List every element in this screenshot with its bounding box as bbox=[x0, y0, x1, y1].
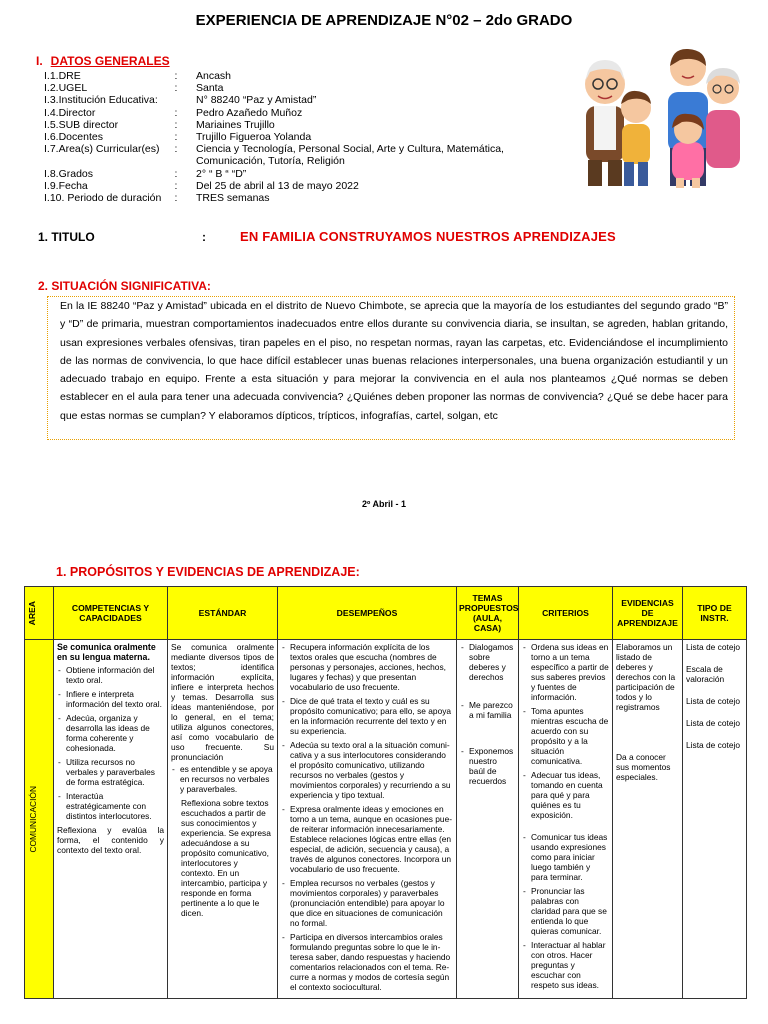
header-instrumentos: TIPO DE INSTR. bbox=[683, 587, 747, 640]
section-numeral: I. bbox=[36, 54, 43, 68]
desempenos-cell bbox=[278, 640, 457, 999]
estandar-intro: Se comunica oralmente mediante diversos tipos de textos; identifica información explícita, infiere e interpreta hechos y temas. Desarrolla sus ideas manteniéndose, por lo general, en el tema; utiliza algunos conectores, así como vocabulario de uso frecuente. Su pronunciación bbox=[171, 642, 274, 762]
header-area-label: AREA bbox=[27, 600, 37, 626]
datos-row bbox=[44, 131, 546, 143]
capacidad-item: - Interactúa estratégicamente con distintos interlocutores. bbox=[66, 791, 164, 821]
propositos-table bbox=[24, 586, 747, 999]
evidencia-item: Elaboramos un listado de deberes y derechos con la participación de todos y lo registramos bbox=[616, 642, 676, 712]
capacidad-item: - Utiliza recursos no verbales y paraverbales de forma estratégica. bbox=[66, 757, 164, 787]
datos-colon bbox=[156, 94, 196, 106]
criterio-item: - Interactuar al hablar con otros. Hacer preguntas y escuchar con respeto sus ideas. bbox=[531, 940, 609, 990]
instrumento-item: Lista de cotejo bbox=[686, 740, 741, 750]
header-desempenos: DESEMPEÑOS bbox=[278, 587, 457, 640]
datos-value: Del 25 de abril al 13 de mayo 2022 bbox=[196, 179, 359, 192]
datos-colon: : bbox=[174, 118, 178, 131]
desempeno-item: - Expresa oralmente ideas y emociones en torno a un tema, aunque en ocasiones pue-de reiterar información innecesariamente. Establece relaciones lógicas entre ellas (en especial, de adición, secuencia y causa), a través de algunos conectores. Incorpora un vocabulario de uso frecuente. bbox=[290, 804, 453, 874]
instrumento-item: Lista de cotejo bbox=[686, 718, 741, 728]
datos-row bbox=[44, 94, 546, 106]
datos-colon: : bbox=[174, 179, 178, 192]
datos-row bbox=[44, 143, 546, 167]
datos-key: I.7.Area(s) Curricular(es) bbox=[44, 143, 160, 156]
criterio-item: - Pronunciar las palabras con claridad para que se entienda lo que quieras comunicar. bbox=[531, 886, 609, 936]
criterio-item: - Ordena sus ideas en torno a un tema específico a partir de sus saberes previos y fuentes de información. bbox=[531, 642, 609, 702]
date-label: 2º Abril - 1 bbox=[362, 499, 406, 509]
situacion-heading: 2. SITUACIÓN SIGNIFICATIVA: bbox=[38, 279, 211, 293]
tema-item: - Me parezco a mi familia bbox=[469, 700, 515, 720]
tema-item: - Dialogamos sobre deberes y derechos bbox=[469, 642, 515, 682]
titulo-value: EN FAMILIA CONSTRUYAMOS NUESTROS APRENDIZAJES bbox=[240, 229, 616, 244]
capacidad-final: Reflexiona y evalúa la forma, el contenido y contexto del texto oral. bbox=[57, 825, 164, 855]
family-illustration bbox=[572, 44, 750, 190]
desempeno-item: - Adecúa su texto oral a la situación comuni-cativa y a sus interlocutores considerando el propósito comunicativo, utilizando recursos no verbales (gestos y movimientos corporales) y recurriendo a su experiencia y tipo textual. bbox=[290, 740, 453, 800]
datos-value: Trujillo Figueroa Yolanda bbox=[196, 131, 312, 144]
header-temas: TEMAS PROPUESTOS (AULA, CASA) bbox=[457, 587, 519, 640]
datos-value: Ancash bbox=[196, 70, 232, 82]
datos-row bbox=[44, 192, 546, 204]
datos-key: I.1.DRE bbox=[44, 70, 81, 82]
desempeno-item: - Dice de qué trata el texto y cuál es su propósito comunicativo; para ello, se apoya en la información recurrente del texto y en su experiencia. bbox=[290, 696, 453, 736]
datos-row bbox=[44, 168, 546, 180]
estandar-rest: Reflexiona sobre textos escuchados a partir de sus conocimientos y experiencia. Se expresa adecuándose a su propósito comunicativo, interlocutores y contexto. En un intercambio, participa y responde en forma pertinente a lo que le dicen. bbox=[181, 798, 271, 918]
datos-colon: : bbox=[174, 106, 178, 119]
datos-key: I.6.Docentes bbox=[44, 131, 103, 144]
criterio-item: - Adecuar tus ideas, tomando en cuenta para qué y para quiénes es tu exposición. bbox=[531, 770, 609, 820]
datos-value: Santa bbox=[196, 82, 224, 95]
section-title: DATOS GENERALES bbox=[50, 54, 170, 68]
datos-value: N° 88240 “Paz y Amistad” bbox=[196, 94, 317, 107]
temas-cell bbox=[457, 640, 519, 999]
criterios-list bbox=[522, 642, 609, 990]
datos-colon: : bbox=[174, 192, 178, 205]
propositos-heading: 1. PROPÓSITOS Y EVIDENCIAS DE APRENDIZAJE: bbox=[56, 565, 360, 579]
competencias-cell bbox=[54, 640, 168, 999]
datos-colon: : bbox=[174, 143, 178, 156]
datos-key: I.8.Grados bbox=[44, 167, 94, 180]
criterios-cell bbox=[519, 640, 613, 999]
header-area bbox=[25, 587, 54, 640]
capacidad-item: - Infiere e interpreta información del texto oral. bbox=[66, 689, 164, 709]
instrumento-item: Escala de valoración bbox=[686, 664, 725, 684]
situacion-text: En la IE 88240 “Paz y Amistad” ubicada en el distrito de Nuevo Chimbote, se aprecia que la mayoría de los estudiantes del segundo grado “B” y “D” de primaria, muestran comportamientos inadecuados entre ellos durante su convivencia diaria, se insultan, se agreden, hablan gritando, usan expresiones verbales ofensivas, tiran papeles en el piso, no respetan normas, rayan las carpetas, etc. Evidenciándose el incumplimiento de las normas de convivencia, lo que hace difícil establecer unas buenas relaciones interpersonales, una buena organización estudiantil y un adecuado trabajo en equipo. Frente a esta situación y para mejorar la convivencia en el aula nos planteamos ¿Qué normas se deben establecer en el aula para tener una adecuada convivencia? ¿Quiénes deben proponer las normas de convivencia? ¿Qué se debe hacer para que estas normas se cumplan? Y elaboramos dípticos, trípticos, infografías, cartel, solgan, etc bbox=[60, 300, 728, 422]
evidencia-item: Da a conocer sus momentos especiales. bbox=[616, 752, 671, 782]
datos-value: Pedro Azañedo Muñoz bbox=[196, 106, 303, 119]
datos-row bbox=[44, 82, 546, 94]
tema-item: - Exponemos nuestro baúl de recuerdos bbox=[469, 746, 515, 786]
datos-row bbox=[44, 180, 546, 192]
titulo-colon: : bbox=[202, 230, 206, 244]
estandar-item: - es entendible y se apoya en recursos no verbales y paraverbales. bbox=[180, 764, 274, 794]
datos-key: I.4.Director bbox=[44, 106, 96, 119]
estandar-cell bbox=[168, 640, 278, 999]
datos-key: I.9.Fecha bbox=[44, 179, 88, 192]
datos-generales-list bbox=[44, 70, 546, 204]
evidencias-cell bbox=[613, 640, 683, 999]
competencia-title: Se comunica oralmente en su lengua materna. bbox=[57, 642, 156, 662]
datos-colon: : bbox=[174, 70, 178, 82]
desempeno-item: - Participa en diversos intercambios orales formulando preguntas sobre lo que le in-teresa saber, dando respuestas y haciendo comentarios relacionados con el tema. Re-curre a normas y modos de cortesía según el contexto sociocultural. bbox=[290, 932, 453, 992]
datos-value: Mariaines Trujillo bbox=[196, 118, 275, 131]
grandma-figure bbox=[706, 68, 740, 168]
boy-figure bbox=[621, 91, 651, 186]
document-title: EXPERIENCIA DE APRENDIZAJE N°02 – 2do GRADO bbox=[195, 12, 573, 29]
desempenos-list bbox=[281, 642, 453, 992]
estandar-list bbox=[171, 764, 274, 794]
header-competencias: COMPETENCIAS Y CAPACIDADES bbox=[54, 587, 168, 640]
capacidades-list bbox=[57, 665, 164, 821]
header-estandar: ESTÁNDAR bbox=[168, 587, 278, 640]
datos-colon: : bbox=[174, 82, 178, 95]
area-cell bbox=[25, 640, 54, 999]
desempeno-item: - Emplea recursos no verbales (gestos y movimientos corporales) y paraverbales (pronunciación entendible) para apoyar lo que dice en situaciones de comunicación no formal. bbox=[290, 878, 453, 928]
temas-list bbox=[460, 642, 515, 786]
datos-value: 2° “ B “ “D” bbox=[196, 167, 247, 180]
datos-colon: : bbox=[174, 131, 178, 144]
datos-row bbox=[44, 70, 546, 82]
capacidad-item: - Adecúa, organiza y desarrolla las ideas de forma coherente y cohesionada. bbox=[66, 713, 164, 753]
header-criterios: CRITERIOS bbox=[519, 587, 613, 640]
datos-generales-heading bbox=[36, 54, 170, 68]
girl-figure bbox=[672, 114, 704, 188]
datos-key: I.10. Periodo de duración bbox=[44, 192, 162, 205]
capacidad-item: - Obtiene información del texto oral. bbox=[66, 665, 164, 685]
instrumentos-cell bbox=[683, 640, 747, 999]
datos-key: I.2.UGEL bbox=[44, 82, 88, 95]
situacion-box bbox=[47, 296, 735, 440]
datos-row bbox=[44, 107, 546, 119]
datos-value: TRES semanas bbox=[196, 192, 270, 205]
table-header-row bbox=[25, 587, 747, 640]
datos-colon: : bbox=[174, 167, 178, 180]
instrumento-item: Lista de cotejo bbox=[686, 696, 741, 706]
criterio-item: - Toma apuntes mientras escucha de acuerdo con su propósito y a la situación comunicativa. bbox=[531, 706, 609, 766]
area-label: COMUNICACIÓN bbox=[28, 785, 38, 853]
criterio-item: - Comunicar tus ideas usando expresiones como para iniciar luego también y para terminar. bbox=[531, 832, 609, 882]
titulo-label: 1. TITULO bbox=[38, 230, 95, 244]
header-evidencias: EVIDENCIAS DE APRENDIZAJE bbox=[613, 587, 683, 640]
datos-value: Ciencia y Tecnología, Personal Social, Arte y Cultura, Matemática, Comunicación, Tutoría, Religión bbox=[196, 143, 504, 168]
datos-key: I.5.SUB director bbox=[44, 118, 119, 131]
datos-key: I.3.Institución Educativa: bbox=[44, 94, 158, 107]
grandpa-figure bbox=[585, 60, 625, 186]
instrumento-item: Lista de cotejo bbox=[686, 642, 741, 652]
table-row bbox=[25, 640, 747, 999]
datos-row bbox=[44, 119, 546, 131]
desempeno-item: - Recupera información explícita de los textos orales que escucha (nombres de personas y personajes, acciones, hechos, lugares y fechas) y que presentan vocabulario de uso frecuente. bbox=[290, 642, 453, 692]
